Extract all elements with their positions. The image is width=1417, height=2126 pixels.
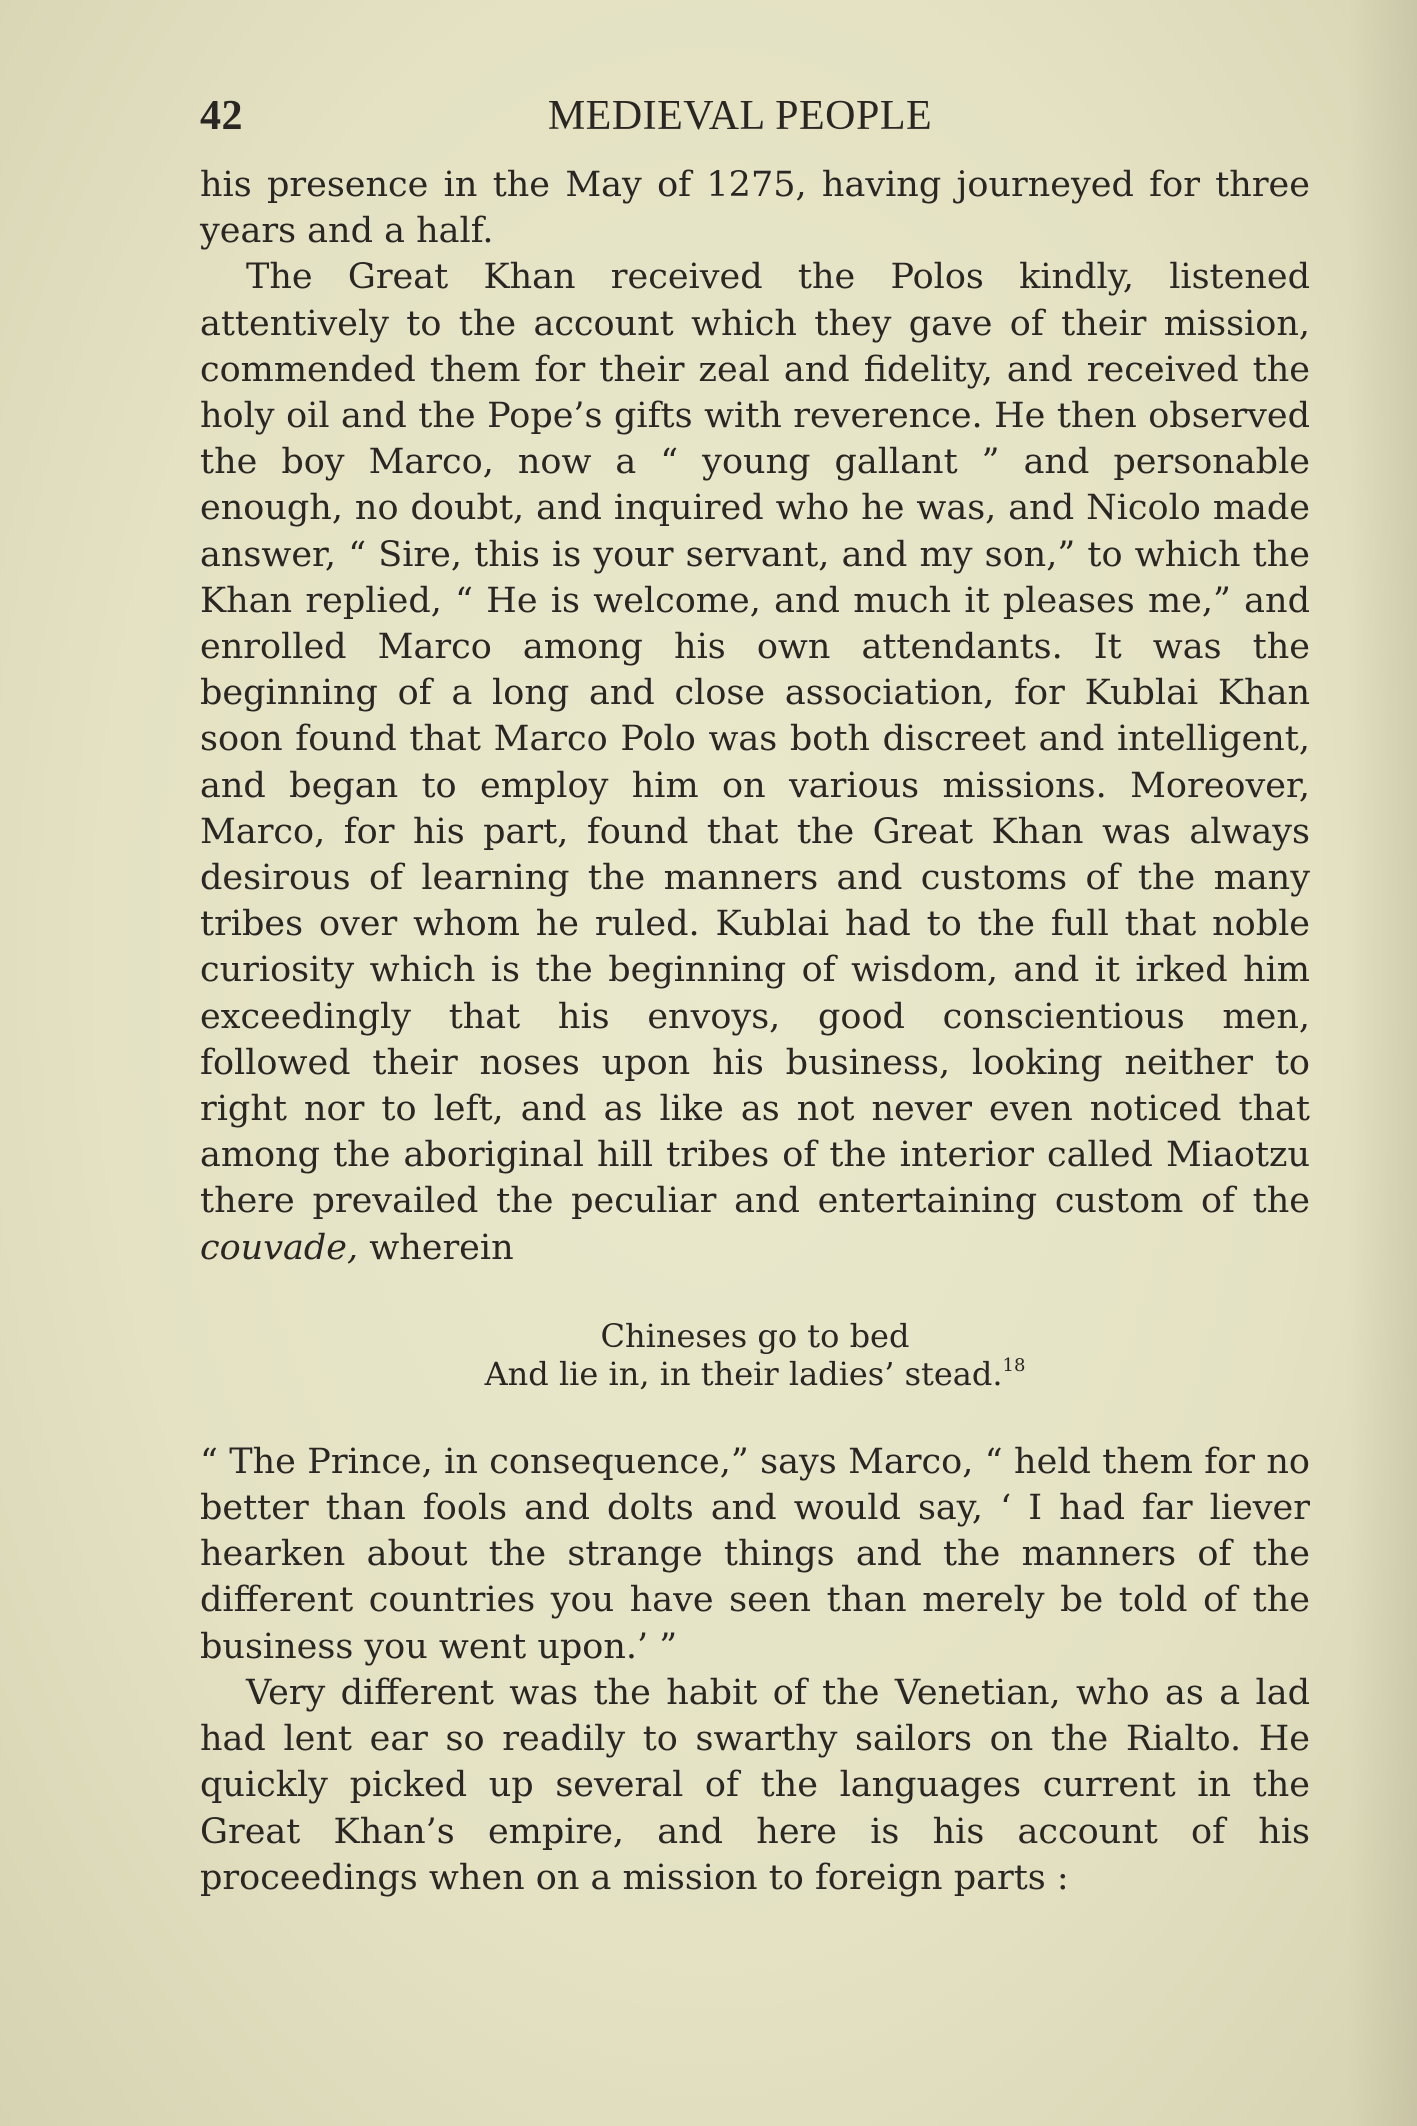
paragraph-2-text: The Great Khan received the Polos kindly, listened attentively to the account which they gave of their mission, commended them for their zeal and fidelity, and received the holy oil and the Pope’s gifts with reverence. He then observed the boy Marco, now a “ young gallant ” and personable enough, no doubt, and inquired who he was, and Nicolo made answer, “ Sire, this is your servant, and my son,” to which the Khan replied, “ He is welcome, and much it pleases me,” and enrolled Marco among his own attendants. It was the beginning of a long and close association, for Kublai Khan soon found that Marco Polo was both discreet and intelligent, and began to employ him on various missions. Moreover, Marco, for his part, found that the Great Khan was always desirous of learning the manners and customs of the many tribes over whom he ruled. Kublai had to the full that noble curiosity which is the beginning of wisdom, and it irked him exceedingly that his envoys, good conscientious men, followed their noses upon his business, looking neither to right nor to left, and as like as not never even noticed that among the aboriginal hill tribes of the interior called Miaotzu there prevailed the peculiar and entertaining custom of the [200,257,1310,1222]
paragraph-3: “ The Prince, in consequence,” says Marco, “ held them for no better than fools and dolts and would say, ‘ I had far liever hearken about the strange things and the manners of the different countries you have seen than merely be told of the business you went upon.’ ” [200,1441,1310,1667]
verse-quotation [200,1317,1310,1393]
paragraph-2-end: wherein [358,1227,514,1268]
running-head: MEDIEVAL PEOPLE [547,93,933,139]
paragraph-2 [200,254,1310,1270]
page-edge-shadow [1347,0,1417,2126]
paragraph-4: Very different was the habit of the Venetian, who as a lad had lent ear so readily to swarthy sailors on the Rialto. He quickly picked up several of the languages current in the Great Khan’s empire, and here is his account of his proceedings when on a mission to foreign parts : [200,1672,1310,1898]
verse-line-1: Chineses go to bed [600,1316,910,1355]
verse-line-2 [200,1355,1310,1393]
footnote-reference: 18 [1002,1354,1026,1376]
page-header [200,92,1310,142]
paragraph-1: his presence in the May of 1275, having journeyed for three years and a half. [200,165,1310,252]
italic-term-couvade: couvade, [200,1227,359,1268]
body-text [200,162,1310,1901]
verse-line-2-text: And lie in, in their ladies’ stead. [484,1354,1003,1393]
page-number: 42 [200,93,243,139]
